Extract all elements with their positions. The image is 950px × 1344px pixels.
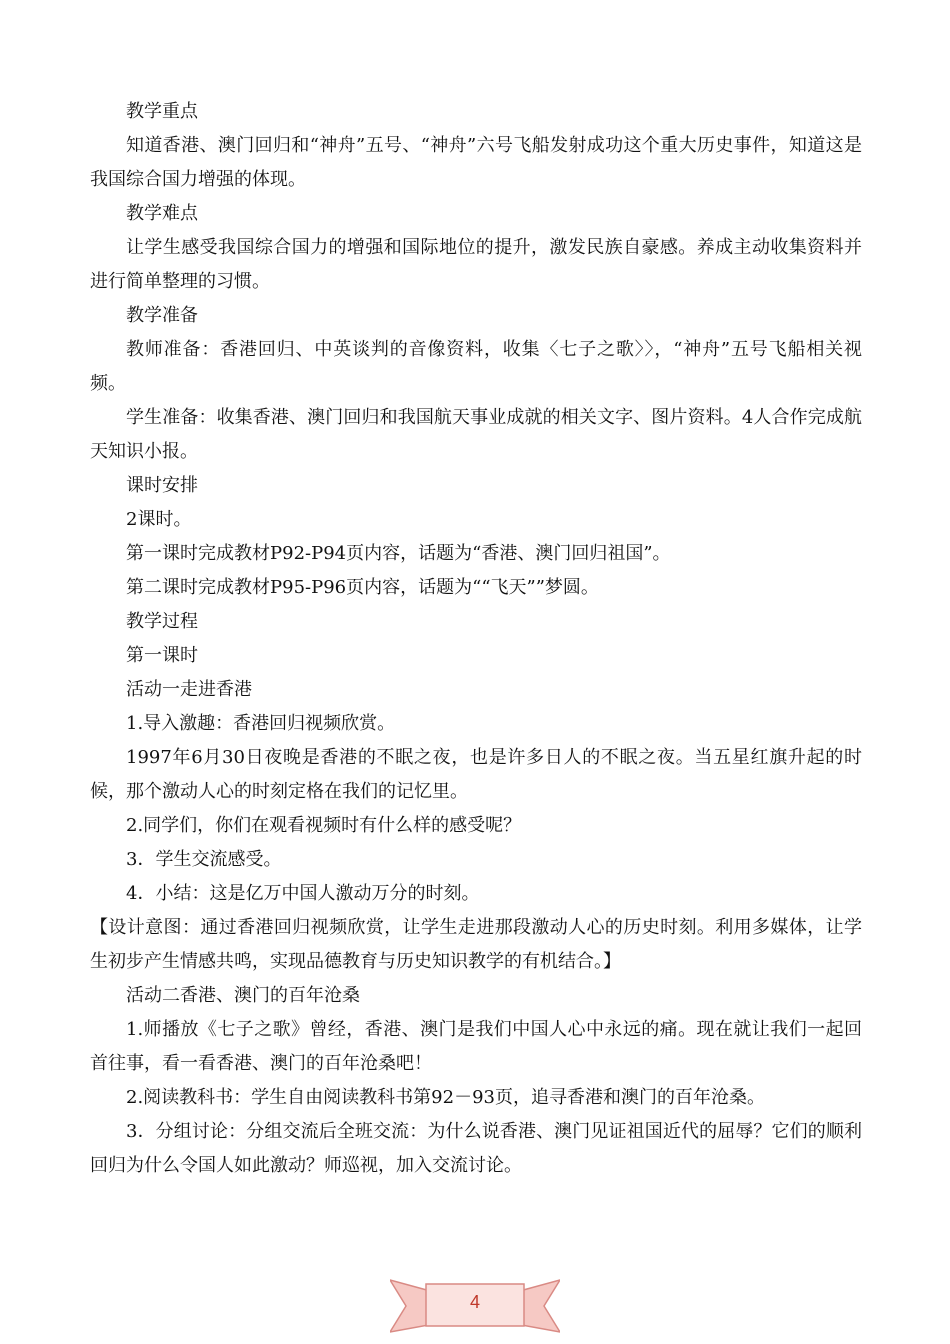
paragraph: 1997年6月30日夜晚是香港的不眠之夜，也是许多日人的不眠之夜。当五星红旗升起的时候，那个激动人心的时刻定格在我们的记忆里。 <box>90 747 862 802</box>
paragraph: 2.阅读教科书：学生自由阅读教科书第92－93页，追寻香港和澳门的百年沧桑。 <box>126 1087 765 1108</box>
paragraph: 1.导入激趣：香港回归视频欣赏。 <box>126 713 396 734</box>
page-number-ribbon <box>390 1274 560 1336</box>
heading-activity-two: 活动二香港、澳门的百年沧桑 <box>126 985 360 1006</box>
page-number: 4 <box>469 1292 480 1312</box>
paragraph: 让学生感受我国综合国力的增强和国际地位的提升，激发民族自豪感。养成主动收集资料并进行简单整理的习惯。 <box>90 237 862 292</box>
heading-first-lesson: 第一课时 <box>126 645 198 666</box>
paragraph: 2课时。 <box>126 509 192 530</box>
paragraph: 学生准备：收集香港、澳门回归和我国航天事业成就的相关文字、图片资料。4人合作完成航天知识小报。 <box>90 407 862 462</box>
heading-class-schedule: 课时安排 <box>126 475 198 496</box>
heading-teaching-process: 教学过程 <box>126 611 198 632</box>
heading-activity-one: 活动一走进香港 <box>126 679 252 700</box>
paragraph: 3．学生交流感受。 <box>126 849 282 870</box>
heading-teaching-focus: 教学重点 <box>126 101 198 122</box>
design-intent-note: 【设计意图：通过香港回归视频欣赏，让学生走进那段激动人心的历史时刻。利用多媒体，让学生初步产生情感共鸣，实现品德教育与历史知识教学的有机结合。】 <box>90 917 862 972</box>
paragraph: 4．小结：这是亿万中国人激动万分的时刻。 <box>126 883 480 904</box>
paragraph: 教师准备：香港回归、中英谈判的音像资料，收集〈七子之歌〉〉，“神舟”五号飞船相关视频。 <box>90 339 862 394</box>
document-body <box>90 95 862 1183</box>
paragraph: 3．分组讨论：分组交流后全班交流：为什么说香港、澳门见证祖国近代的屈辱？它们的顺利回归为什么令国人如此激动？师巡视，加入交流讨论。 <box>90 1121 862 1176</box>
paragraph: 2.同学们，你们在观看视频时有什么样的感受呢？ <box>126 815 522 836</box>
heading-teaching-difficulty: 教学难点 <box>126 203 198 224</box>
paragraph: 第一课时完成教材P92-P94页内容，话题为“香港、澳门回归祖国”。 <box>126 543 671 564</box>
paragraph: 知道香港、澳门回归和“神舟”五号、“神舟”六号飞船发射成功这个重大历史事件，知道这是我国综合国力增强的体现。 <box>90 135 862 190</box>
heading-teaching-preparation: 教学准备 <box>126 305 198 326</box>
paragraph: 第二课时完成教材P95-P96页内容，话题为““飞天””梦圆。 <box>126 577 599 598</box>
paragraph: 1.师播放《七子之歌》曾经，香港、澳门是我们中国人心中永远的痛。现在就让我们一起回首往事，看一看香港、澳门的百年沧桑吧！ <box>90 1019 862 1074</box>
